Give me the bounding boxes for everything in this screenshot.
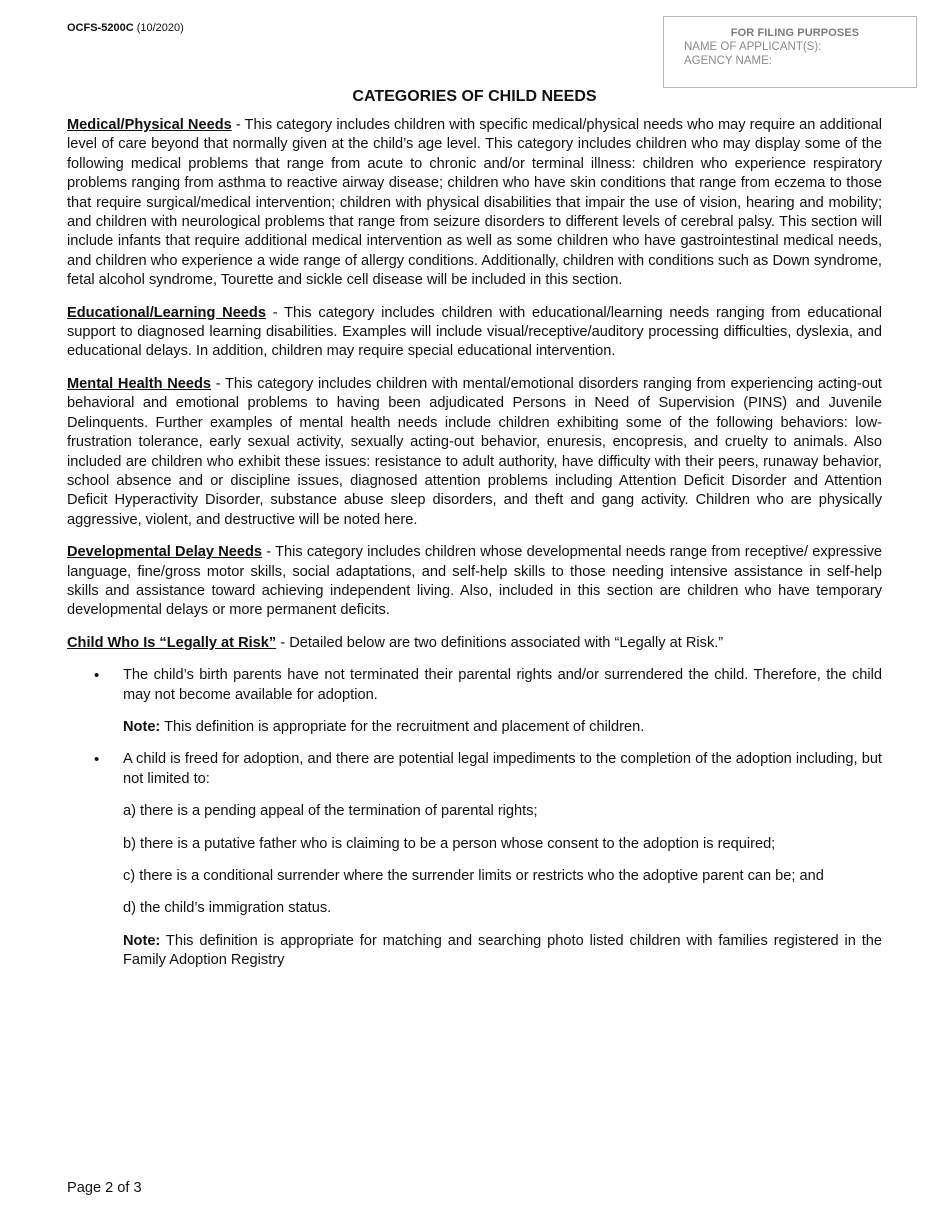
legal-risk-text: - Detailed below are two definitions associated with “Legally at Risk.” bbox=[276, 634, 724, 651]
medical-section bbox=[67, 116, 882, 291]
developmental-text: - This category includes children whose developmental needs range from receptive/ expressive language, fine/gross motor skills, social adaptations, and self-help skills to those needing intensive assistance in self-help skills and assistance toward achieving independent living. Also, included in this section are children who have temporary developmental delays or more permanent deficits. bbox=[67, 544, 883, 619]
page-title: CATEGORIES OF CHILD NEEDS bbox=[352, 88, 597, 105]
form-date: (10/2020) bbox=[136, 22, 184, 34]
mental-health-heading: Mental Health Needs bbox=[67, 375, 212, 392]
note-2-text: This definition is appropriate for matching and searching photo listed children with families registered in the Family Adoption Registry bbox=[123, 932, 882, 969]
mental-health-text: - This category includes children with mental/emotional disorders ranging from experiencing acting-out behavioral and emotional problems to having been adjudicated Persons in Need of Supervision (PINS) and Juvenile Delinquents. Further examples of mental health needs include children exhibiting some of the following behaviors: low-frustration tolerance, early sexual activity, sexually acting-out behavior, enuresis, encopresis, and cruelty to animals. Also included are children who exhibit these issues: resistance to adult authority, have difficulty with their peers, runaway behavior, school absence and or discipline issues, diagnosed attention problems including Attention Deficit Disorder and Attention Deficit Hyperactivity Disorder, substance abuse sleep disorders, and theft and gang activity. Children who are physically aggressive, violent, and destructive will be noted here. bbox=[67, 375, 882, 528]
form-code: OCFS-5200C bbox=[67, 22, 134, 34]
educational-text: - This category includes children with educational/learning needs ranging from educational support to diagnosed learning disabilities. Examples will include visual/receptive/auditory processing difficulties, dyslexia, and educational delays. In addition, children may require special educational intervention. bbox=[67, 304, 882, 360]
agency-name-label: AGENCY NAME: bbox=[684, 55, 772, 67]
developmental-section bbox=[67, 543, 882, 621]
legal-risk-section bbox=[67, 634, 882, 653]
form-id bbox=[67, 22, 184, 35]
note-2-label: Note: bbox=[123, 932, 161, 949]
note-2 bbox=[67, 932, 882, 971]
page-number: Page 2 of 3 bbox=[67, 1180, 142, 1196]
bullet-icon: • bbox=[94, 751, 100, 769]
developmental-heading: Developmental Delay Needs bbox=[67, 544, 263, 561]
medical-text: - This category includes children with specific medical/physical needs who may require an additional level of care beyond that normally given at the child’s age level. This category includes children who may display some of the following medical problems that range from acute to chronic and/or terminal illness: children who experience respiratory problems ranging from asthma to reactive airway disease; children who have skin conditions that range from eczema to those that require surgical/medical intervention; children with physical disabilities that impair the use of vision, hearing and mobility; and children with neurological problems that range from seizure disorders to different levels of cerebral palsy. This section will include infants that require additional medical intervention as well as some children who have gastrointestinal medical needs, and children who experience a wide range of allergy conditions. Additionally, children with conditions such as Down syndrome, fetal alcohol syndrome, Tourette and sickle cell disease will be included in this section. bbox=[67, 117, 883, 289]
note-1-label: Note: bbox=[123, 718, 161, 735]
legal-risk-heading: Child Who Is “Legally at Risk” bbox=[67, 634, 277, 651]
legal-risk-bullet-2 bbox=[67, 750, 882, 789]
note-1 bbox=[67, 718, 882, 737]
list-item: d) the child’s immigration status. bbox=[123, 900, 332, 917]
document-body bbox=[67, 116, 882, 984]
bullet-1-text: The child’s birth parents have not terminated their parental rights and/or surrendered the child. Therefore, the child may not become available for adoption. bbox=[123, 667, 882, 703]
bullet-icon: • bbox=[94, 667, 100, 685]
educational-section bbox=[67, 304, 882, 362]
list-item: b) there is a putative father who is claiming to be a person whose consent to the adoption is required; bbox=[123, 835, 776, 852]
note-1-text: This definition is appropriate for the recruitment and placement of children. bbox=[160, 718, 645, 735]
filing-box bbox=[663, 16, 917, 88]
legal-risk-bullet-1 bbox=[67, 666, 882, 705]
educational-heading: Educational/Learning Needs bbox=[67, 304, 266, 321]
filing-box-title: FOR FILING PURPOSES bbox=[730, 27, 860, 39]
applicant-name-label: NAME OF APPLICANT(S): bbox=[684, 41, 822, 53]
list-item: a) there is a pending appeal of the termination of parental rights; bbox=[123, 803, 538, 820]
list-item: c) there is a conditional surrender where the surrender limits or restricts who the adoptive parent can be; and bbox=[123, 868, 824, 884]
medical-heading: Medical/Physical Needs bbox=[67, 117, 232, 133]
mental-health-section bbox=[67, 375, 882, 530]
bullet-2-text: A child is freed for adoption, and there are potential legal impediments to the completion of the adoption including, but not limited to: bbox=[123, 751, 882, 787]
